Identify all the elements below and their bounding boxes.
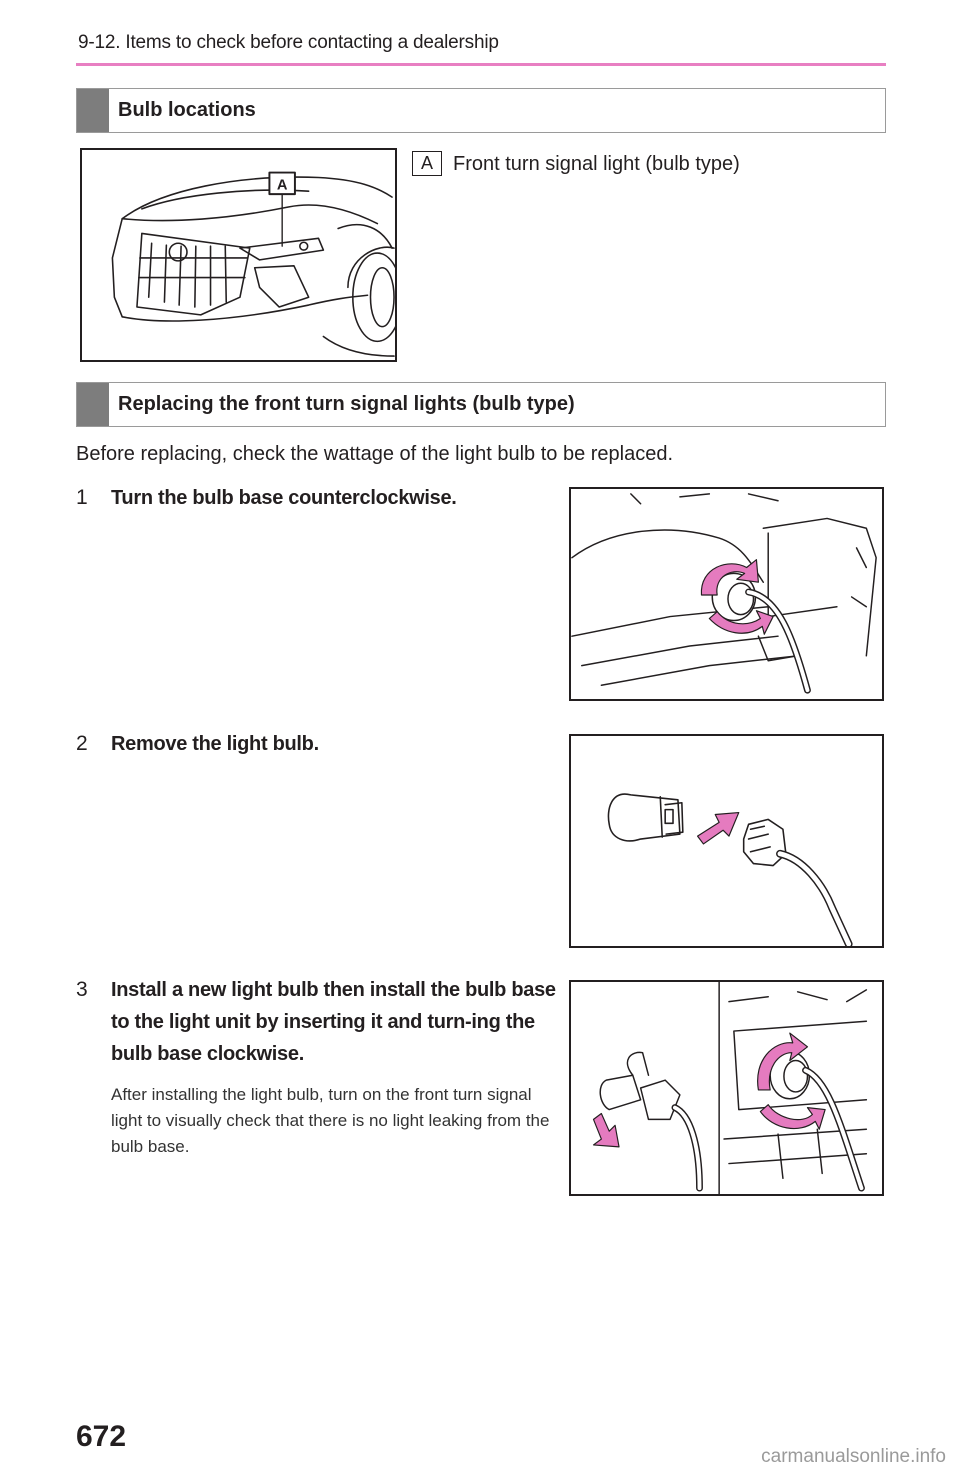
step-2-illustration	[569, 734, 884, 948]
step-number: 3	[76, 978, 88, 1001]
callout-letter-a: A	[412, 151, 442, 176]
section-tab	[77, 89, 109, 132]
step-1	[76, 482, 554, 542]
watermark: carmanualsonline.info	[761, 1446, 946, 1467]
step-number: 1	[76, 486, 88, 509]
intro-text: Before replacing, check the wattage of the light bulb to be replaced.	[76, 443, 674, 465]
step-title: Remove the light bulb.	[111, 733, 319, 755]
section-bulb-locations	[76, 88, 886, 133]
section-tab	[77, 383, 109, 426]
section-title: Bulb locations	[118, 99, 256, 121]
step-1-illustration	[569, 487, 884, 701]
section-title: Replacing the front turn signal lights (bulb type)	[118, 393, 575, 415]
step-detail: After installing the light bulb, turn on the front turn signal light to visually check that there is no light leaking from the bulb base.	[111, 1085, 550, 1156]
page-number: 672	[76, 1420, 127, 1453]
header-title: 9-12. Items to check before contacting a dealership	[78, 32, 499, 53]
step-2	[76, 728, 554, 768]
callout-text-a: Front turn signal light (bulb type)	[453, 153, 740, 175]
step-title: Install a new light bulb then install the bulb base to the light unit by inserting it and turn-ing the bulb base clockwise.	[111, 979, 556, 1065]
car-front-illustration	[80, 148, 397, 362]
step-title: Turn the bulb base counterclockwise.	[111, 487, 457, 509]
header-rule	[76, 63, 886, 66]
step-3-illustration	[569, 980, 884, 1196]
step-number: 2	[76, 732, 88, 755]
section-replacing	[76, 382, 886, 427]
illustration-callout-a: A	[276, 177, 288, 194]
step-3	[76, 974, 554, 1174]
